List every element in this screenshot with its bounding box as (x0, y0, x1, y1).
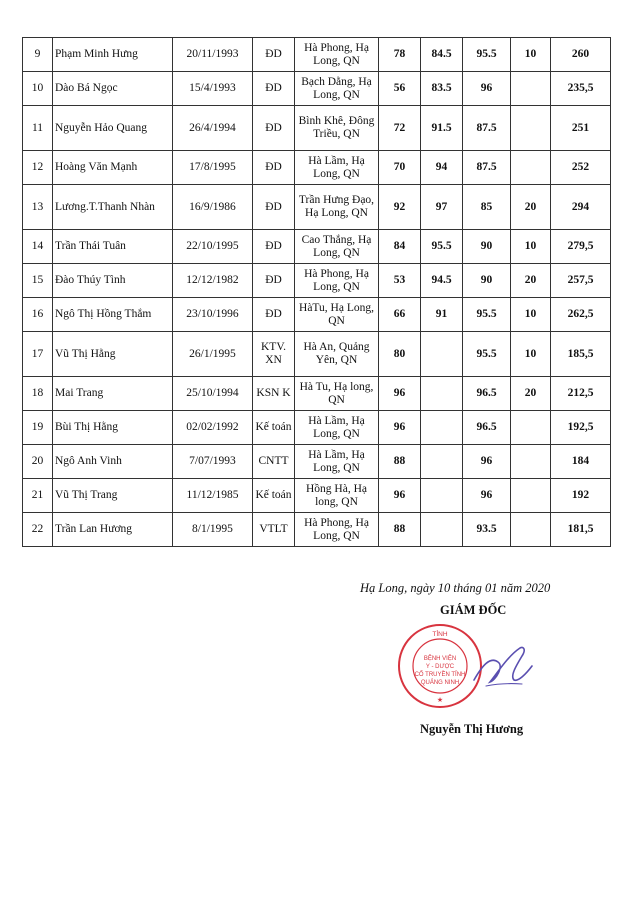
birth-date-cell: 26/1/1995 (173, 332, 253, 377)
candidate-name-cell: Dào Bá Ngọc (53, 72, 173, 106)
score-3-cell: 96 (463, 445, 511, 479)
score-1-cell: 88 (379, 513, 421, 547)
bonus-points-cell: 10 (511, 332, 551, 377)
candidate-name-cell: Trần Lan Hương (53, 513, 173, 547)
birth-date-cell: 8/1/1995 (173, 513, 253, 547)
birth-date-cell: 7/07/1993 (173, 445, 253, 479)
candidate-name-cell: Vũ Thị Trang (53, 479, 173, 513)
svg-text:★: ★ (436, 696, 444, 704)
row-number-cell: 10 (23, 72, 53, 106)
score-3-cell: 87.5 (463, 151, 511, 185)
address-cell: Bình Khê, Đông Triều, QN (295, 106, 379, 151)
director-title: GIÁM ĐỐC (440, 603, 507, 617)
score-2-cell (421, 332, 463, 377)
position-cell: ĐD (253, 298, 295, 332)
table-body (23, 38, 611, 547)
candidate-name-cell: Bùi Thị Hằng (53, 411, 173, 445)
row-number-cell: 22 (23, 513, 53, 547)
score-2-cell (421, 377, 463, 411)
address-cell: Hà Lầm, Hạ Long, QN (295, 445, 379, 479)
score-3-cell: 90 (463, 264, 511, 298)
bonus-points-cell: 20 (511, 185, 551, 230)
total-score-cell: 192,5 (551, 411, 611, 445)
score-1-cell: 96 (379, 377, 421, 411)
birth-date-cell: 22/10/1995 (173, 230, 253, 264)
position-cell: ĐD (253, 264, 295, 298)
total-score-cell: 262,5 (551, 298, 611, 332)
score-2-cell: 84.5 (421, 38, 463, 72)
row-number-cell: 19 (23, 411, 53, 445)
total-score-cell: 181,5 (551, 513, 611, 547)
address-cell: Hà Lầm, Hạ Long, QN (295, 151, 379, 185)
bonus-points-cell (511, 151, 551, 185)
score-3-cell: 93.5 (463, 513, 511, 547)
score-1-cell: 70 (379, 151, 421, 185)
score-1-cell: 96 (379, 411, 421, 445)
table-row (23, 445, 611, 479)
address-cell: HàTu, Hạ Long, QN (295, 298, 379, 332)
address-cell: Hà Lầm, Hạ Long, QN (295, 411, 379, 445)
row-number-cell: 21 (23, 479, 53, 513)
score-1-cell: 66 (379, 298, 421, 332)
row-number-cell: 18 (23, 377, 53, 411)
birth-date-cell: 12/12/1982 (173, 264, 253, 298)
table-row (23, 479, 611, 513)
position-cell: CNTT (253, 445, 295, 479)
position-cell: ĐD (253, 185, 295, 230)
place-date-line: Hạ Long, ngày 10 tháng 01 năm 2020 (360, 581, 551, 595)
row-number-cell: 17 (23, 332, 53, 377)
row-number-cell: 14 (23, 230, 53, 264)
birth-date-cell: 11/12/1985 (173, 479, 253, 513)
candidate-name-cell: Ngô Thị Hồng Thắm (53, 298, 173, 332)
svg-text:TỈNH: TỈNH (432, 631, 448, 638)
candidate-name-cell: Mai Trang (53, 377, 173, 411)
score-3-cell: 95.5 (463, 298, 511, 332)
score-2-cell (421, 445, 463, 479)
score-3-cell: 96.5 (463, 377, 511, 411)
total-score-cell: 192 (551, 479, 611, 513)
bonus-points-cell (511, 479, 551, 513)
row-number-cell: 13 (23, 185, 53, 230)
position-cell: ĐD (253, 72, 295, 106)
address-cell: Hà Phong, Hạ Long, QN (295, 38, 379, 72)
birth-date-cell: 17/8/1995 (173, 151, 253, 185)
position-cell: KSN K (253, 377, 295, 411)
address-cell: Bạch Dằng, Hạ Long, QN (295, 72, 379, 106)
score-3-cell: 85 (463, 185, 511, 230)
candidate-name-cell: Lương.T.Thanh Nhàn (53, 185, 173, 230)
address-cell: Hồng Hà, Hạ long, QN (295, 479, 379, 513)
score-2-cell: 94 (421, 151, 463, 185)
total-score-cell: 212,5 (551, 377, 611, 411)
row-number-cell: 9 (23, 38, 53, 72)
total-score-cell: 185,5 (551, 332, 611, 377)
score-2-cell (421, 479, 463, 513)
total-score-cell: 252 (551, 151, 611, 185)
candidate-name-cell: Ngô Anh Vinh (53, 445, 173, 479)
row-number-cell: 20 (23, 445, 53, 479)
candidate-name-cell: Trần Thái Tuân (53, 230, 173, 264)
score-2-cell: 95.5 (421, 230, 463, 264)
birth-date-cell: 15/4/1993 (173, 72, 253, 106)
position-cell: ĐD (253, 151, 295, 185)
table-row (23, 411, 611, 445)
score-2-cell: 97 (421, 185, 463, 230)
address-cell: Hà Tu, Hạ long, QN (295, 377, 379, 411)
svg-text:BỆNH VIỆN: BỆNH VIỆN (423, 656, 457, 662)
score-1-cell: 84 (379, 230, 421, 264)
score-3-cell: 96 (463, 479, 511, 513)
bonus-points-cell: 10 (511, 230, 551, 264)
score-2-cell: 94.5 (421, 264, 463, 298)
bonus-points-cell: 20 (511, 377, 551, 411)
score-1-cell: 53 (379, 264, 421, 298)
total-score-cell: 260 (551, 38, 611, 72)
score-3-cell: 96 (463, 72, 511, 106)
director-name: Nguyễn Thị Hương (420, 722, 524, 736)
bonus-points-cell (511, 106, 551, 151)
position-cell: VTLT (253, 513, 295, 547)
candidate-name-cell: Hoàng Văn Mạnh (53, 151, 173, 185)
score-3-cell: 96.5 (463, 411, 511, 445)
table-row (23, 151, 611, 185)
position-cell: ĐD (253, 230, 295, 264)
address-cell: Trần Hưng Đạo, Hạ Long, QN (295, 185, 379, 230)
bonus-points-cell (511, 72, 551, 106)
table-row (23, 264, 611, 298)
score-2-cell (421, 411, 463, 445)
table-row (23, 38, 611, 72)
score-1-cell: 56 (379, 72, 421, 106)
table-row (23, 72, 611, 106)
bonus-points-cell (511, 445, 551, 479)
handwritten-signature-icon (468, 636, 538, 696)
total-score-cell: 257,5 (551, 264, 611, 298)
total-score-cell: 184 (551, 445, 611, 479)
position-cell: Kế toán (253, 411, 295, 445)
table-row (23, 513, 611, 547)
address-cell: Cao Thắng, Hạ Long, QN (295, 230, 379, 264)
score-1-cell: 96 (379, 479, 421, 513)
score-1-cell: 80 (379, 332, 421, 377)
candidate-name-cell: Phạm Minh Hưng (53, 38, 173, 72)
score-1-cell: 92 (379, 185, 421, 230)
total-score-cell: 279,5 (551, 230, 611, 264)
score-2-cell (421, 513, 463, 547)
candidate-name-cell: Nguyễn Hảo Quang (53, 106, 173, 151)
total-score-cell: 235,5 (551, 72, 611, 106)
table-row (23, 298, 611, 332)
candidate-name-cell: Đào Thúy Tình (53, 264, 173, 298)
score-3-cell: 90 (463, 230, 511, 264)
table-row (23, 230, 611, 264)
score-2-cell: 83.5 (421, 72, 463, 106)
address-cell: Hà Phong, Hạ Long, QN (295, 513, 379, 547)
svg-text:QUẢNG NINH: QUẢNG NINH (420, 680, 460, 686)
score-3-cell: 95.5 (463, 332, 511, 377)
bonus-points-cell (511, 513, 551, 547)
birth-date-cell: 23/10/1996 (173, 298, 253, 332)
svg-text:CỔ TRUYỀN TỈNH: CỔ TRUYỀN TỈNH (414, 672, 466, 678)
position-cell: Kế toán (253, 479, 295, 513)
address-cell: Hà Phong, Hạ Long, QN (295, 264, 379, 298)
row-number-cell: 15 (23, 264, 53, 298)
row-number-cell: 16 (23, 298, 53, 332)
table-row (23, 332, 611, 377)
bonus-points-cell: 10 (511, 38, 551, 72)
bonus-points-cell: 20 (511, 264, 551, 298)
score-1-cell: 88 (379, 445, 421, 479)
table-row (23, 106, 611, 151)
score-3-cell: 87.5 (463, 106, 511, 151)
score-3-cell: 95.5 (463, 38, 511, 72)
total-score-cell: 294 (551, 185, 611, 230)
candidate-score-table (22, 37, 611, 547)
position-cell: ĐD (253, 106, 295, 151)
score-1-cell: 78 (379, 38, 421, 72)
birth-date-cell: 20/11/1993 (173, 38, 253, 72)
birth-date-cell: 26/4/1994 (173, 106, 253, 151)
table-row (23, 377, 611, 411)
table-row (23, 185, 611, 230)
birth-date-cell: 02/02/1992 (173, 411, 253, 445)
bonus-points-cell (511, 411, 551, 445)
address-cell: Hà An, Quảng Yên, QN (295, 332, 379, 377)
birth-date-cell: 16/9/1986 (173, 185, 253, 230)
total-score-cell: 251 (551, 106, 611, 151)
bonus-points-cell: 10 (511, 298, 551, 332)
birth-date-cell: 25/10/1994 (173, 377, 253, 411)
row-number-cell: 12 (23, 151, 53, 185)
score-1-cell: 72 (379, 106, 421, 151)
candidate-name-cell: Vũ Thị Hằng (53, 332, 173, 377)
score-2-cell: 91.5 (421, 106, 463, 151)
svg-text:Y - DƯỢC: Y - DƯỢC (425, 664, 455, 670)
row-number-cell: 11 (23, 106, 53, 151)
position-cell: KTV. XN (253, 332, 295, 377)
position-cell: ĐD (253, 38, 295, 72)
score-2-cell: 91 (421, 298, 463, 332)
